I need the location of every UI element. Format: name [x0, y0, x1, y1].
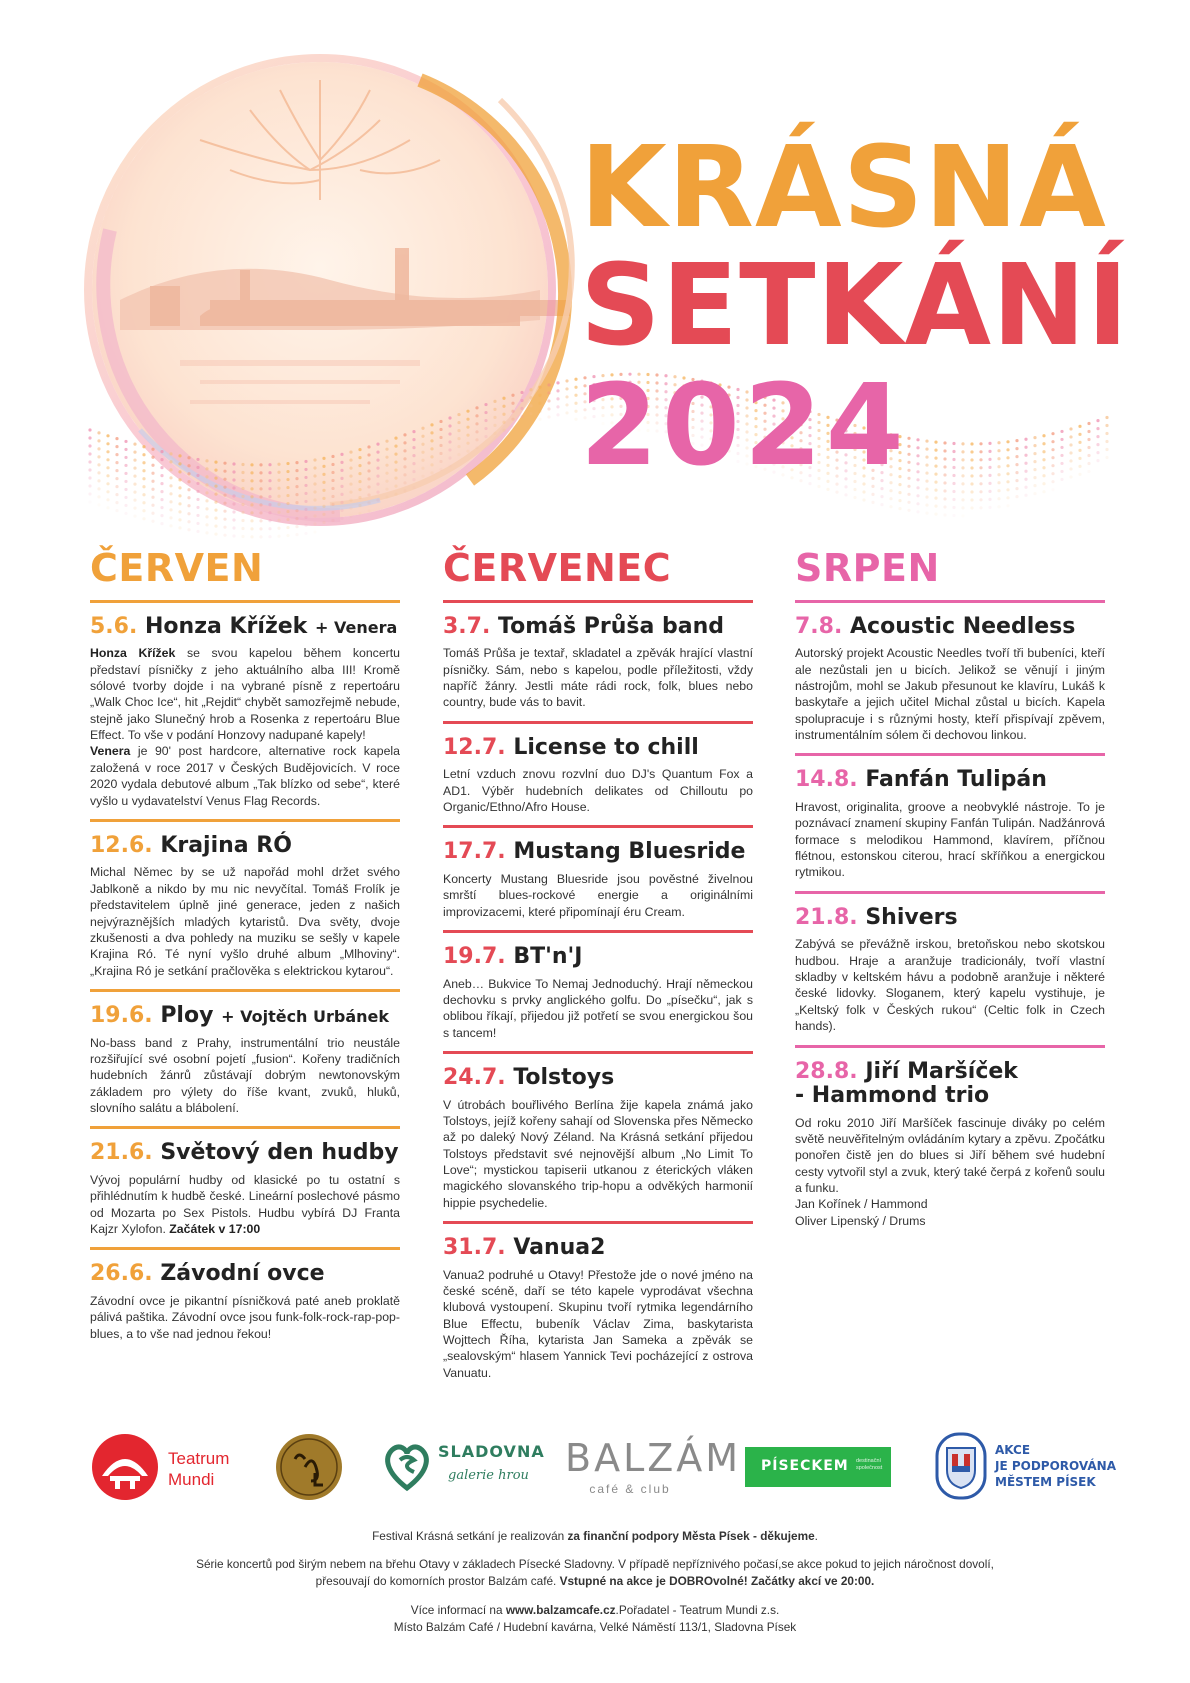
- balzam-line-1: BALZÁM: [565, 1436, 742, 1480]
- event-title: [443, 1066, 753, 1091]
- akce-line-3: MĚSTEM PÍSEK: [995, 1475, 1096, 1490]
- event-title: [90, 615, 400, 640]
- event-item: [90, 1004, 400, 1116]
- event-item: [795, 615, 1105, 744]
- sladovna-line-2: galerie hrou: [448, 1468, 529, 1483]
- event-date: 21.8.: [795, 904, 858, 930]
- event-item: [443, 736, 753, 816]
- footer-bold: Vstupné na akce je DOBROvolné! Začátky akcí ve 20:00.: [559, 1574, 875, 1589]
- event-name-line-2: - Hammond trio: [795, 1083, 990, 1109]
- event-item: [795, 906, 1105, 1035]
- month-heading-june: ČERVEN: [90, 546, 264, 590]
- event-name: BT'n'J: [513, 944, 583, 970]
- footer-contact: [90, 1602, 1100, 1636]
- title-line-1: KRÁSNÁ: [580, 123, 1107, 253]
- footer-funding-note: [90, 1528, 1100, 1545]
- event-name: Vanua2: [513, 1235, 606, 1261]
- divider: [90, 989, 400, 992]
- event-description: Závodní ovce je pikantní písničková paté aneb proklatě pálivá paštika. Závodní ovce jsou funk-folk-rock-rap-pop-blues, a to vše nad jednou řekou!: [90, 1293, 400, 1341]
- title-line-2: SETKÁNÍ: [580, 241, 1130, 371]
- event-date: 26.6.: [90, 1261, 153, 1287]
- divider: [443, 1221, 753, 1224]
- event-description: Tomáš Průša je textař, skladatel a zpěvák hrající vlastní písničky. Sám, nebo s kapelou, podle příležitosti, vždy napříč žánry. Jestli máte rádi rock, folk, blues nebo country, bude vás to bavit.: [443, 646, 753, 710]
- lineup-line: Oliver Lipenský / Drums: [795, 1213, 926, 1228]
- event-name: Mustang Bluesride: [513, 839, 746, 865]
- column-june: [90, 548, 400, 1342]
- akce-line-2: JE PODPOROVÁNA: [995, 1459, 1117, 1474]
- event-date: 19.7.: [443, 944, 506, 970]
- event-name: Tolstoys: [513, 1065, 615, 1091]
- event-date: 12.6.: [90, 832, 153, 858]
- event-description: Vanua2 podruhé u Otavy! Přestože jde o nové jméno na české scéně, daří se této kapele vyprodávat všechna klubová vystoupení. Skupinu tvoří rytmika legendárního Blue Effectu, bubeník Václav Zima, baskytarista Wojttech Říha, kytarista Jan Sameka a zpěvák se „sealovským“ hlasem Yannick Tevi pocházející z ostrova Vanuatu.: [443, 1267, 753, 1380]
- event-title: [443, 945, 753, 970]
- divider: [795, 1045, 1105, 1048]
- column-august: [795, 548, 1105, 1229]
- event-title: [795, 768, 1105, 793]
- event-name: Závodní ovce: [160, 1261, 325, 1287]
- lineup-line: Jan Kořínek / Hammond: [795, 1197, 928, 1212]
- event-date: 7.8.: [795, 613, 843, 639]
- event-guest: + Vojtěch Urbánek: [221, 1006, 390, 1026]
- month-heading-july: ČERVENEC: [443, 546, 672, 590]
- piseckem-small-label: destinační společnost: [856, 1458, 883, 1472]
- event-description: [90, 645, 400, 808]
- event-description: V útrobách bouřlivého Berlína žije kapela známá jako Tolstoys, jejíž kořeny sahají od Slovenska přes Německo až po daleký Nový Zéland. Na Krásná setkání přijedou Tolstoys představit své nejnovější album „No Limit To Love“; mystickou tapiserii utkanou z éterických vláken magického slovanského trip-hopu a odvěkých harmonií hippie psychedelie.: [443, 1097, 753, 1210]
- logo-piseckem: [745, 1430, 891, 1504]
- logo-balzam: [565, 1430, 742, 1504]
- footer-text: .Pořadatel - Teatrum Mundi z.s.: [615, 1603, 780, 1617]
- event-item: [443, 840, 753, 920]
- month-heading-august: SRPEN: [795, 546, 940, 590]
- event-description: No-bass band z Prahy, instrumentální trio neustále rozšiřující své osobní pojetí „fusion“. Kořeny tradičních hudebních žánrů zůstávají dobrým newtonovským základem pro výlety do říše kvant, zvuků, hluků, slovního salátu a blábolení.: [90, 1035, 400, 1115]
- footer-text: Více informací na: [410, 1603, 503, 1617]
- desc-text: Od roku 2010 Jiří Maršíček fascinuje diváky po celém světě neuvěřitelným ovládáním kytary a zpěvu. Zpočátku ponořen čistě jen do blues si Jiří během své hudební cesty vytvořil styl a zvuk, který také čerpá z kořenů soulu a funku.: [795, 1115, 1105, 1196]
- event-title: [443, 840, 753, 865]
- event-date: 17.7.: [443, 839, 506, 865]
- event-name: License to chill: [513, 734, 699, 760]
- divider: [795, 600, 1105, 603]
- event-name: Ploy: [160, 1002, 214, 1028]
- event-item: [443, 945, 753, 1041]
- footer-bold: za finanční podpory Města Písek - děkujeme: [567, 1529, 815, 1543]
- title-year: 2024: [580, 361, 908, 491]
- divider: [90, 1126, 400, 1129]
- event-description: Michal Němec by se už napořád mohl držet svého Jablkoně a nikdo by mu nic nevyčítal. Tomáš Frolík je představitelem úplně jiné generace, jeden z našich nejvýraznějších mladých kytaristů. Dva světy, dvoje zkušenosti a dva pohledy na muziku se sešly v kapele Krajina Ró. Té nyní vyšlo druhé album „Mlhoviny“. „Krajina Ró je setkání pračlověka s elektrickou kytarou“.: [90, 865, 400, 978]
- footer-address: Místo Balzám Café / Hudební kavárna, Velké Náměstí 113/1, Sladovna Písek: [393, 1620, 797, 1635]
- event-item: [90, 1141, 400, 1237]
- event-description: [795, 1115, 1105, 1229]
- event-description: Aneb… Bukvice To Nemaj Jednoduchý. Hrají německou dechovku s prvky anglického golfu. Do „písečku“, jak s oblibou říkají, přijedou již potřetí se svou energickou šou s tancem!: [443, 976, 753, 1040]
- sladovna-line-1: SLADOVNA: [438, 1442, 545, 1461]
- footer-text: přesouvají do komorních prostor Balzám café.: [315, 1574, 557, 1589]
- divider: [443, 721, 753, 724]
- footer-text: .: [814, 1529, 818, 1543]
- event-title: [795, 1060, 1105, 1109]
- desc-text: se svou kapelou během koncertu představí písničky z jeho aktuálního alba III! Kromě sólové tvorby dojde i na vybrané písně z repertoáru „Walk Choc Ice“, hit „Rejdit“ chybět samozřejmě nebude, stejně jako Slunečný hrob a Rosenka z repertoáru Blue Effect. To vše v podání Honzovy nadupané kapely!: [90, 646, 401, 743]
- logo-teatrum-mundi: [90, 1430, 240, 1504]
- col-emblem-icon: [275, 1433, 343, 1501]
- piseckem-label: PÍSECKEM: [761, 1458, 849, 1474]
- column-july: [443, 548, 753, 1381]
- divider: [90, 819, 400, 822]
- event-title: [90, 1262, 400, 1287]
- akce-line-1: AKCE: [995, 1443, 1031, 1457]
- event-description: Autorský projekt Acoustic Needles tvoří tři bubeníci, kteří ale nezůstali jen u bicích. Jelikož se věnují i jiným nástrojům, mohl se Jakub přesunout ke klavíru, Lukáš k baskytaře a jejich učitel Michal zůstal u bicích. Kapela spolupracuje i s různými hosty, kteří přispívají zpěvem, instrumentálním sólem či dechovou linkou.: [795, 646, 1105, 743]
- event-item: [443, 615, 753, 711]
- event-title: [90, 834, 400, 859]
- footer-text: Série koncertů pod širým nebem na břehu Otavy v základech Písecké Sladovny. V případě nepříznivého počasí,se akce pokud to jejich náročnost dovolí,: [196, 1557, 994, 1571]
- teatrum-mundi-icon: [90, 1432, 160, 1502]
- event-title: [443, 736, 753, 761]
- event-date: 24.7.: [443, 1065, 506, 1091]
- event-title: [443, 1236, 753, 1261]
- event-item: [443, 1236, 753, 1381]
- divider: [90, 1247, 400, 1250]
- event-date: 5.6.: [90, 613, 138, 639]
- desc-text: Vývoj populární hudby od klasické po tu ostatní s přihlédnutím k hudbě české. Lineární poslechové pásmo od Mozarta po Sex Pistols. Hudbu vybírá DJ Franta Kajzr Xylofon.: [90, 1172, 400, 1236]
- divider: [90, 600, 400, 603]
- logo-col: [275, 1430, 345, 1504]
- city-coat-of-arms-icon: [935, 1432, 987, 1500]
- desc-text: je 90' post hardcore, alternative rock kapela založená v roce 2017 v Českých Budějovicích. V roce 2020 vydala debutové album „Tak blízko od sebe“, které vyšlo u vydavatelství Venus Flag Records.: [90, 744, 400, 808]
- event-title: [795, 615, 1105, 640]
- event-date: 3.7.: [443, 613, 491, 639]
- event-name: Acoustic Needless: [850, 613, 1076, 639]
- event-item: [443, 1066, 753, 1211]
- divider: [795, 891, 1105, 894]
- desc-bold: Začátek v 17:00: [169, 1221, 261, 1236]
- event-name: Krajina RÓ: [160, 832, 292, 858]
- event-date: 14.8.: [795, 767, 858, 793]
- teatrum-line-2: Mundi: [168, 1470, 215, 1490]
- event-description: Zabývá se převážně irskou, bretoňskou nebo skotskou hudbou. Hraje a aranžuje tradicionály, tvoří vlastní skladby v keltském hávu a podobně aranžuje i některé české lidovky. Sloganem, který kapelu vystihuje, je „Keltský folk v Českých rukou“ (Celtic folk in Czech hands).: [795, 937, 1105, 1034]
- divider: [443, 600, 753, 603]
- event-date: 21.6.: [90, 1140, 153, 1166]
- balzam-line-2: café & club: [589, 1482, 671, 1496]
- event-description: [90, 1172, 400, 1237]
- event-title: [90, 1004, 400, 1029]
- event-name: Tomáš Průša band: [498, 613, 724, 639]
- event-date: 12.7.: [443, 734, 506, 760]
- heart-s-icon: [382, 1438, 432, 1492]
- desc-bold: Venera: [90, 744, 131, 759]
- divider: [795, 753, 1105, 756]
- logo-sladovna: [382, 1430, 545, 1504]
- event-name: Shivers: [865, 904, 958, 930]
- event-item: [90, 1262, 400, 1342]
- event-name: Světový den hudby: [160, 1140, 399, 1166]
- event-date: 28.8.: [795, 1058, 858, 1084]
- divider: [443, 825, 753, 828]
- event-guest: + Venera: [314, 617, 398, 637]
- desc-bold: Honza Křížek: [90, 646, 176, 661]
- divider: [443, 1051, 753, 1054]
- event-description: Letní vzduch znovu rozvlní duo DJ's Quantum Fox a AD1. Výběr hudebních delikates od Chilloutu po Organic/Ethno/Afro House.: [443, 767, 753, 815]
- website-link[interactable]: www.balzamcafe.cz: [505, 1603, 616, 1617]
- event-item: [795, 768, 1105, 880]
- event-title: [90, 1141, 400, 1166]
- event-title: [795, 906, 1105, 931]
- event-name: Jiří Maršíček: [865, 1058, 1018, 1084]
- footer-text: Festival Krásná setkání je realizován: [372, 1529, 565, 1543]
- event-description: Koncerty Mustang Bluesride jsou pověstné živelnou smrští blues-rockové energie a originálními improvizacemi, které připomínají éru Cream.: [443, 872, 753, 919]
- divider: [443, 930, 753, 933]
- event-name: Fanfán Tulipán: [865, 767, 1047, 793]
- event-description: Hravost, originalita, groove a neobvyklé nástroje. To je poznávací znamení skupiny Fanfán Tulipán. Nadžánrová formace s melodikou Hammond, klavírem, příčnou flétnou, estonskou citerou, hrací skříňkou a energickou rytmikou.: [795, 800, 1105, 880]
- sponsor-logos: [90, 1430, 1120, 1510]
- event-name: Honza Křížek: [145, 613, 308, 639]
- event-date: 19.6.: [90, 1002, 153, 1028]
- event-item: [90, 615, 400, 809]
- logo-mesto-pisek: [935, 1430, 1120, 1504]
- teatrum-line-1: Teatrum: [168, 1449, 230, 1468]
- event-item: [90, 834, 400, 979]
- event-date: 31.7.: [443, 1235, 506, 1261]
- footer-venue-note: [90, 1556, 1100, 1590]
- event-item: [795, 1060, 1105, 1230]
- event-title: [443, 615, 753, 640]
